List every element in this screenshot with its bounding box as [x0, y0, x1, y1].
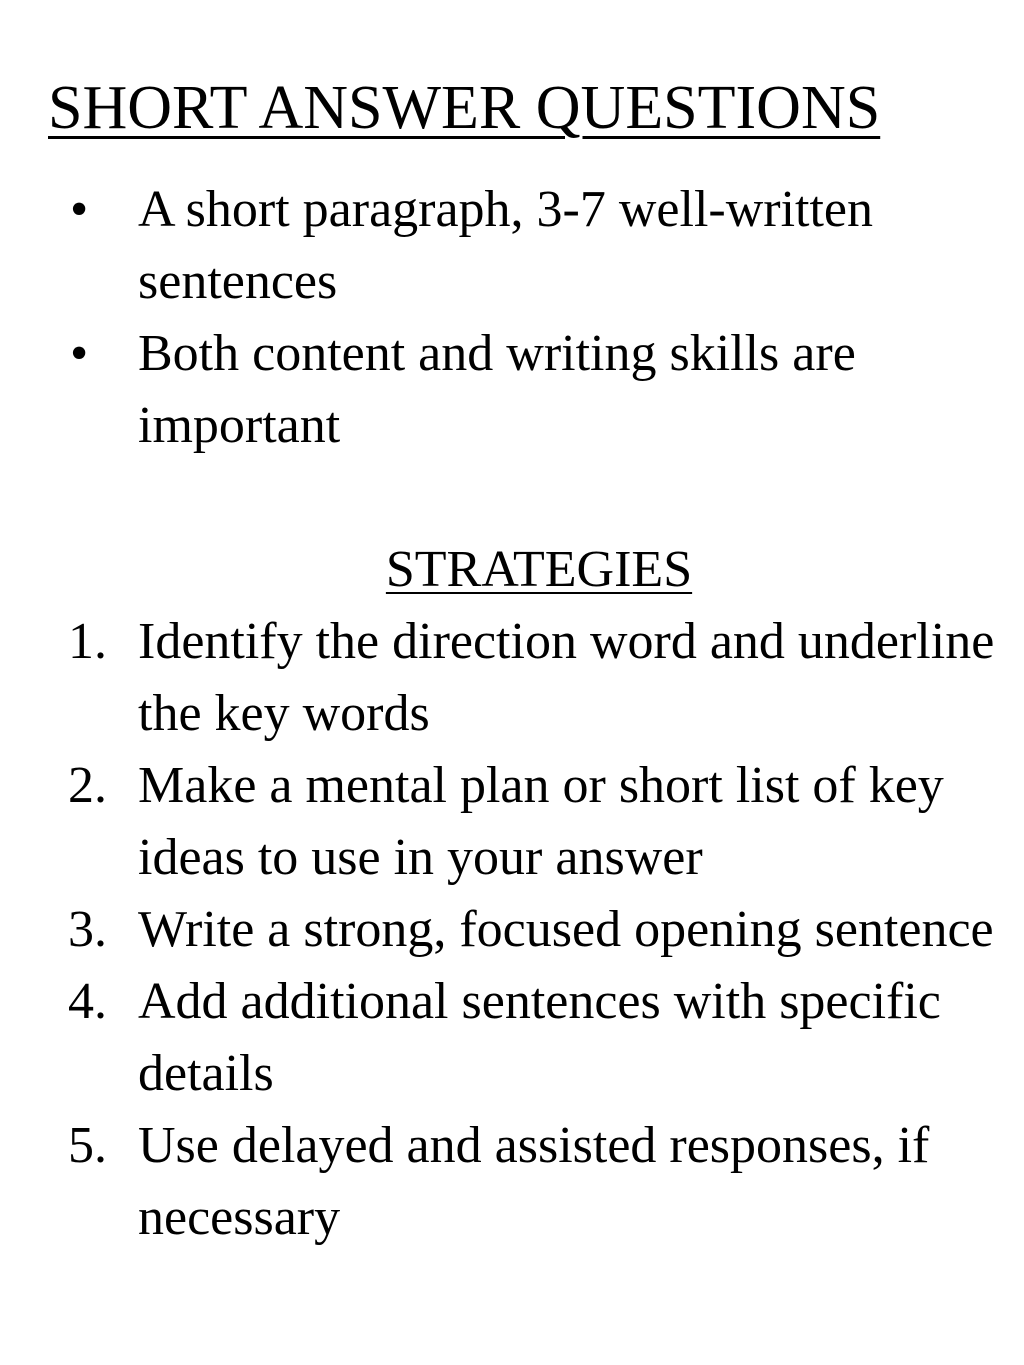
- list-item: [0, 318, 1024, 462]
- strategies-heading: STRATEGIES: [385, 541, 693, 598]
- strategies-list: [0, 606, 1024, 1254]
- list-number: 5.: [68, 1117, 107, 1174]
- bullet-list: [0, 174, 1024, 462]
- list-item: [0, 750, 1024, 894]
- list-number: 1.: [68, 613, 107, 670]
- list-number: 2.: [68, 757, 107, 814]
- list-number: 4.: [68, 973, 107, 1030]
- page-title: SHORT ANSWER QUESTIONS: [48, 74, 881, 142]
- list-item: [0, 1110, 1024, 1254]
- list-item-text: Identify the direction word and underline the key words: [138, 613, 995, 742]
- list-item: [0, 174, 1024, 318]
- list-item-text: Use delayed and assisted responses, if necessary: [138, 1117, 930, 1246]
- list-item-text: Both content and writing skills are important: [138, 325, 856, 454]
- list-item-text: Make a mental plan or short list of key ideas to use in your answer: [138, 757, 944, 886]
- list-item: [0, 894, 1024, 966]
- bullet-icon: •: [70, 181, 89, 238]
- list-item: [0, 606, 1024, 750]
- list-item: [0, 966, 1024, 1110]
- list-item-text: Add additional sentences with specific details: [138, 973, 941, 1102]
- list-number: 3.: [68, 901, 107, 958]
- list-item-text: A short paragraph, 3-7 well-written sentences: [138, 181, 874, 310]
- list-item-text: Write a strong, focused opening sentence: [138, 901, 994, 958]
- bullet-icon: •: [70, 325, 89, 382]
